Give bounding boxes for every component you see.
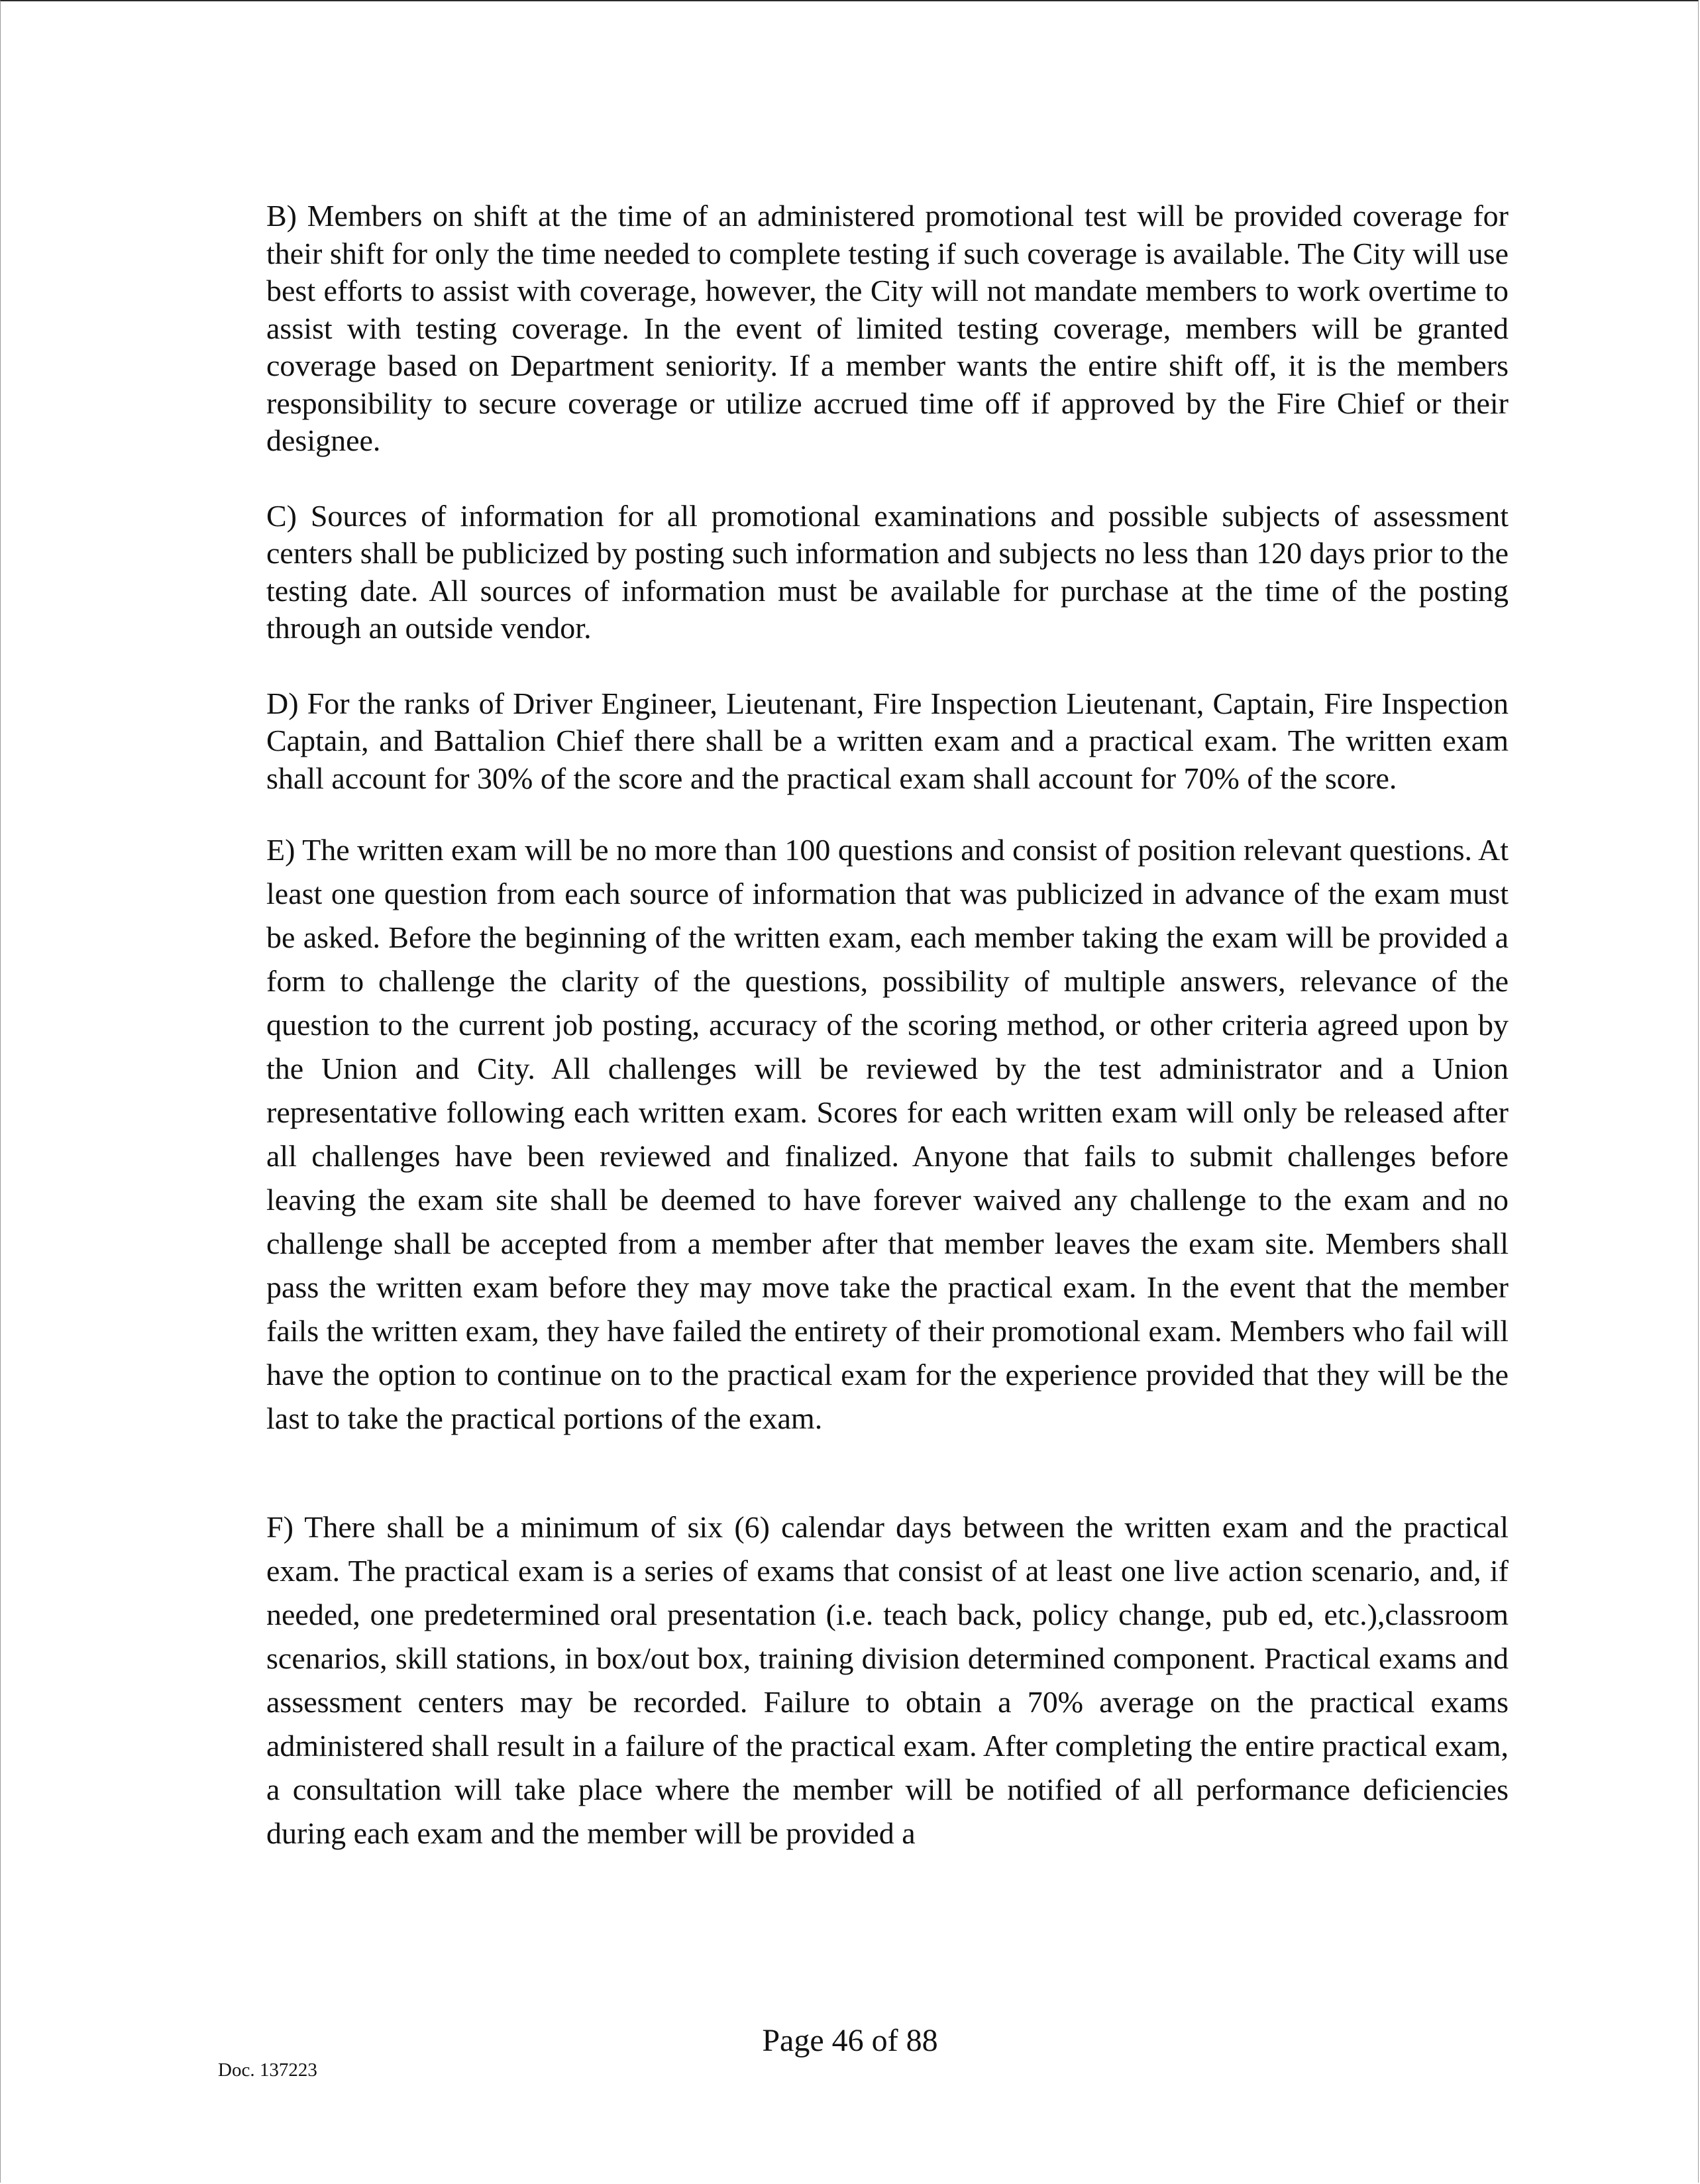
paragraph-c: C) Sources of information for all promotional examinations and possible subjects of assessment centers shall be publicized by posting such information and subjects no less than 120 days prior to the testing date. All sources of information must be available for purchase at the time of the posting through an outside vendor.	[266, 498, 1509, 645]
document-body	[266, 197, 1509, 1855]
paragraph-b: B) Members on shift at the time of an administered promotional test will be provided coverage for their shift for only the time needed to complete testing if such coverage is available. The City will use best efforts to assist with coverage, however, the City will not mandate members to work overtime to assist with testing coverage. In the event of limited testing coverage, members will be granted coverage based on Department seniority. If a member wants the entire shift off, it is the members responsibility to secure coverage or utilize accrued time off if approved by the Fire Chief or their designee.	[266, 199, 1509, 457]
paragraph-e: E) The written exam will be no more than 100 questions and consist of position relevant questions. At least one question from each source of information that was publicized in advance of the exam must be asked. Before the beginning of the written exam, each member taking the exam will be provided a form to challenge the clarity of the questions, possibility of multiple answers, relevance of the question to the current job posting, accuracy of the scoring method, or other criteria agreed upon by the Union and City. All challenges will be reviewed by the test administrator and a Union representative following each written exam. Scores for each written exam will only be released after all challenges have been reviewed and finalized. Anyone that fails to submit challenges before leaving the exam site shall be deemed to have forever waived any challenge to the exam and no challenge shall be accepted from a member after that member leaves the exam site. Members shall pass the written exam before they may move take the practical exam. In the event that the member fails the written exam, they have failed the entirety of their promotional exam. Members who fail will have the option to continue on to the practical exam for the experience provided that they will be the last to take the practical portions of the exam.	[266, 833, 1509, 1435]
paragraph-f: F) There shall be a minimum of six (6) calendar days between the written exam and the practical exam. The practical exam is a series of exams that consist of at least one live action scenario, and, if needed, one predetermined oral presentation (i.e. teach back, policy change, pub ed, etc.),classroom scenarios, skill stations, in box/out box, training division determined component. Practical exams and assessment centers may be recorded. Failure to obtain a 70% average on the practical exams administered shall result in a failure of the practical exam. After completing the entire practical exam, a consultation will take place where the member will be notified of all performance deficiencies during each exam and the member will be provided a	[266, 1510, 1509, 1850]
page-number: Page 46 of 88	[762, 2023, 938, 2058]
paragraph-d: D) For the ranks of Driver Engineer, Lieutenant, Fire Inspection Lieutenant, Captain, Fire Inspection Captain, and Battalion Chief there shall be a written exam and a practical exam. The written exam shall account for 30% of the score and the practical exam shall account for 70% of the score.	[266, 686, 1509, 795]
doc-number: Doc. 137223	[218, 2059, 317, 2081]
